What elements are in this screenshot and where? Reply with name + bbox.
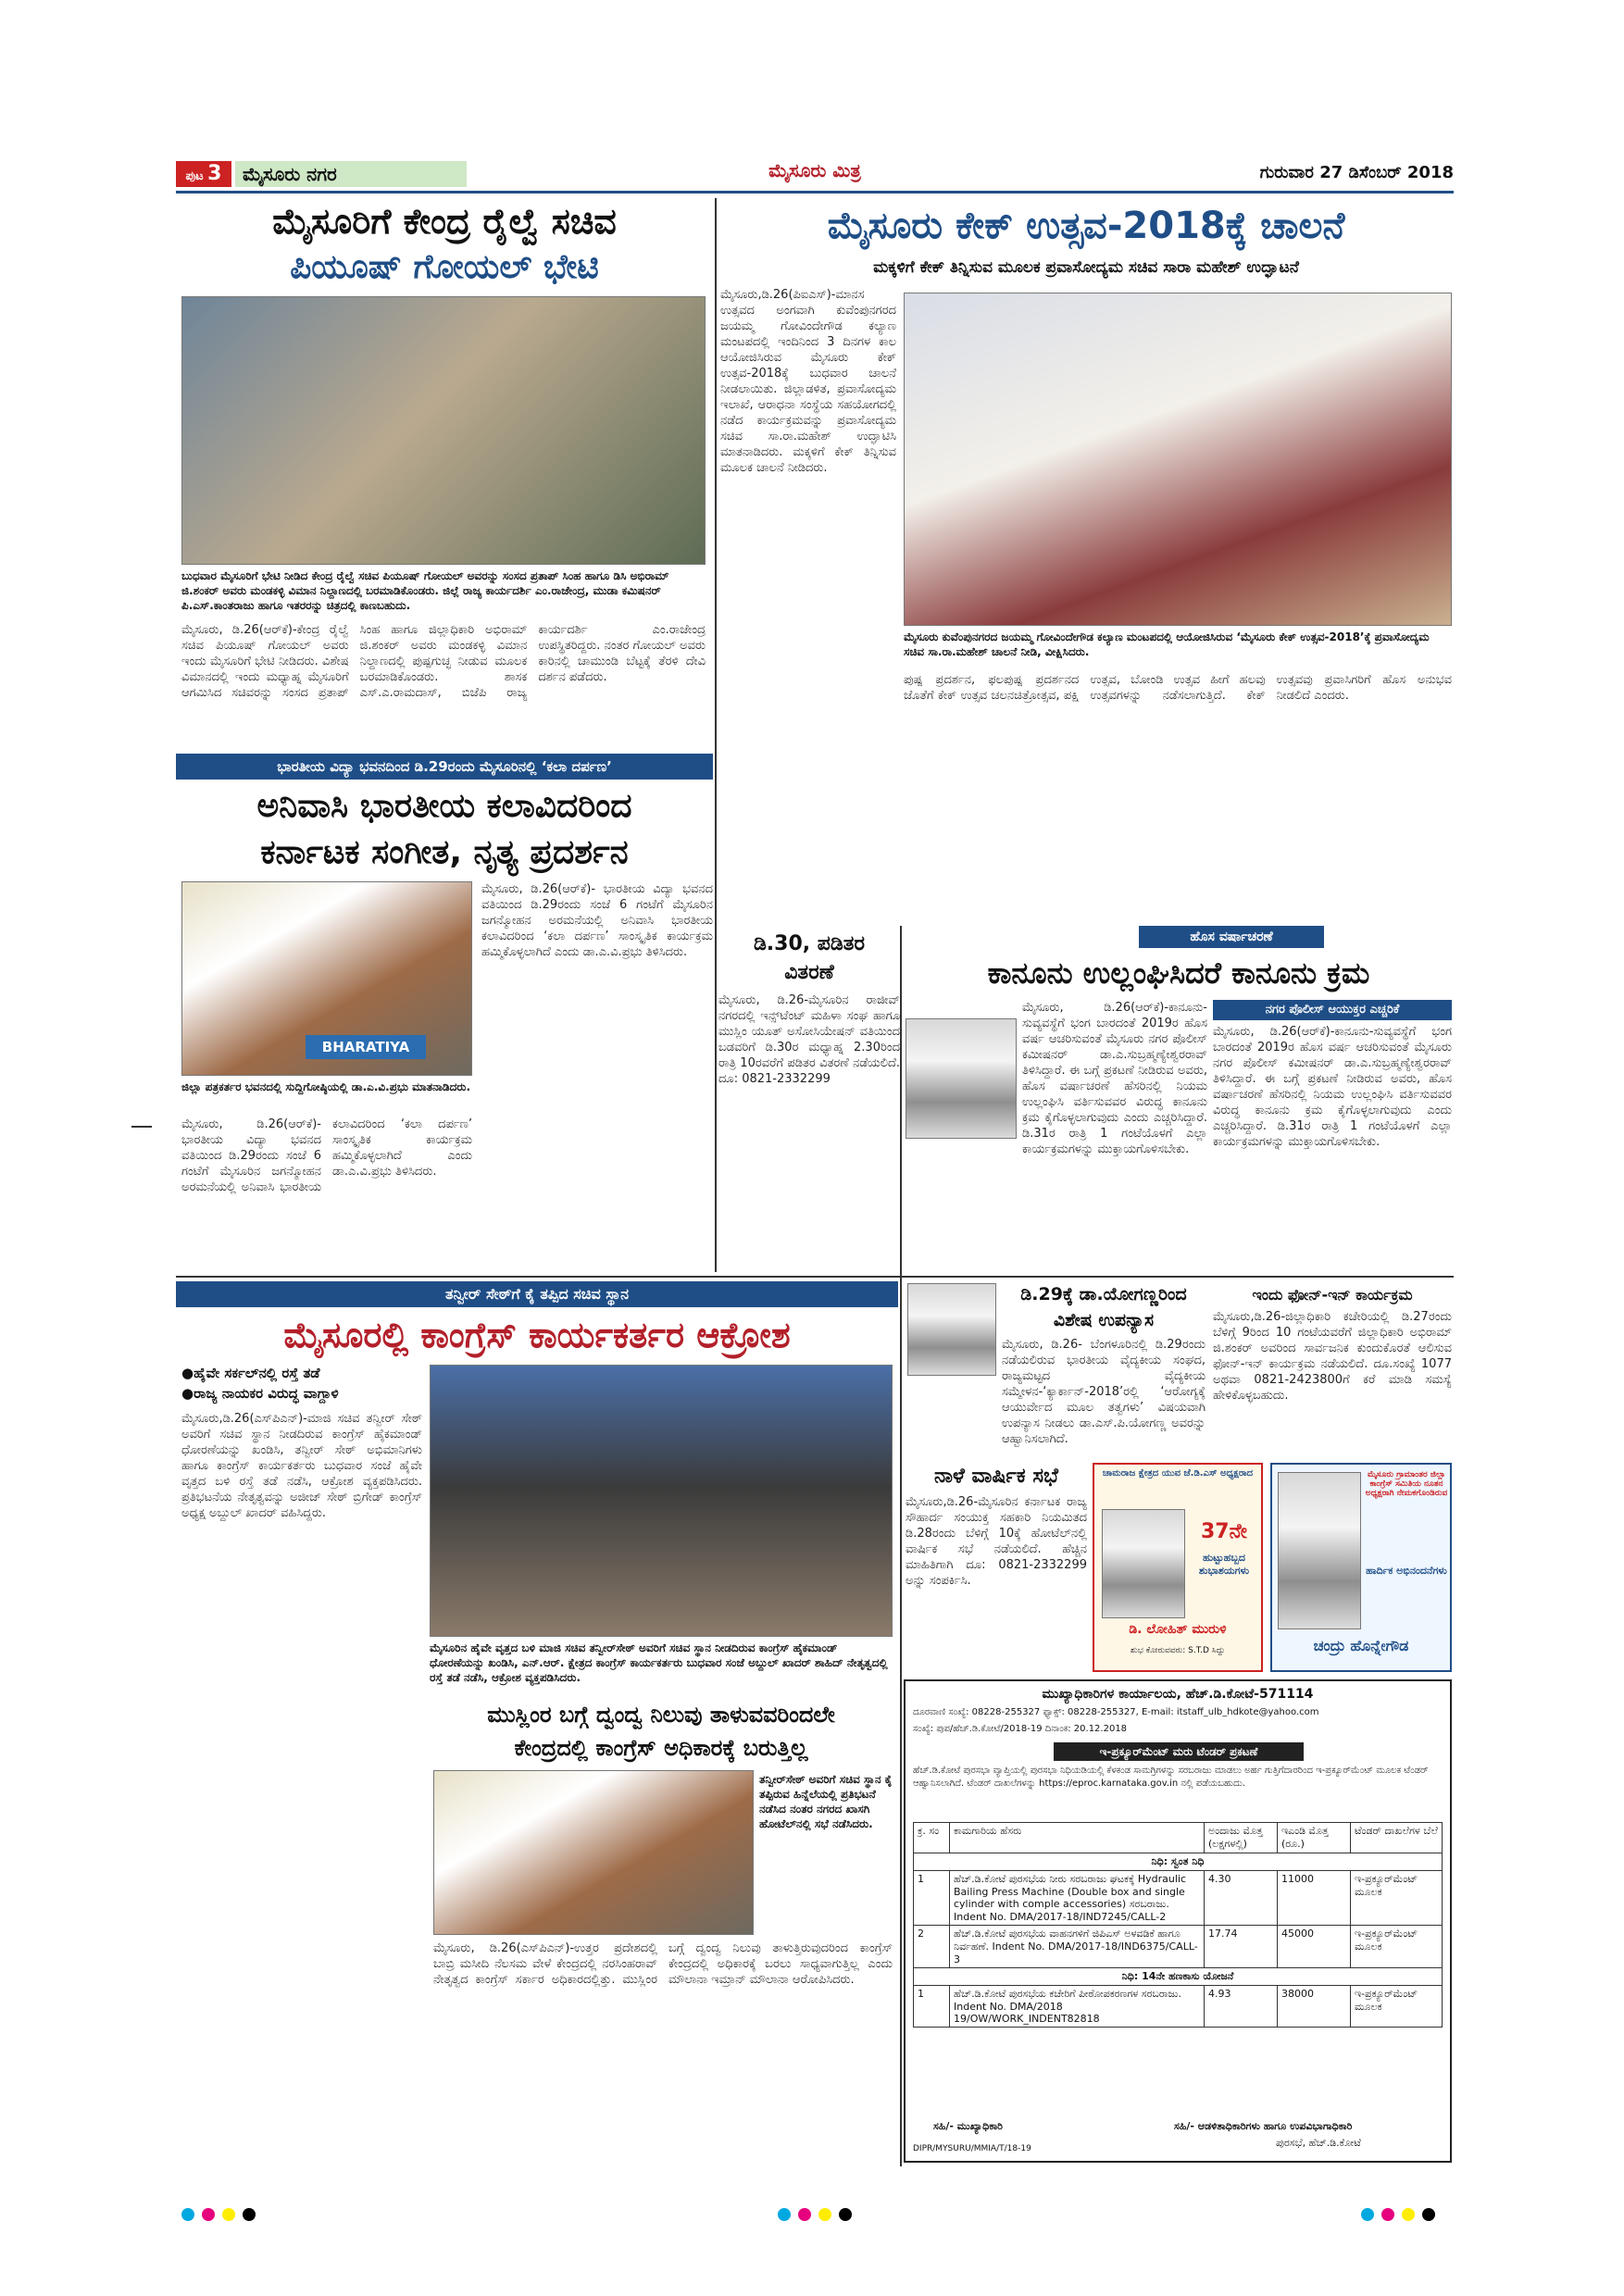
- birthday-ad: [1093, 1463, 1263, 1672]
- tender-sign-left: ಸಹಿ/- ಮುಖ್ಯಾಧಿಕಾರಿ: [933, 2120, 1003, 2132]
- page-number-tag: [176, 161, 231, 187]
- congratulations-ad: [1270, 1463, 1452, 1672]
- tender-title: ಇ-ಪ್ರಕ್ಯೂರ್‌ಮೆಂಟ್ ಮರು ಟೆಂಡರ್ ಪ್ರಕಟಣೆ: [1054, 1742, 1304, 1761]
- registration-dot: [181, 2208, 194, 2221]
- registration-dot: [1361, 2208, 1374, 2221]
- column-divider: [715, 198, 717, 1272]
- tender-col-emd: ಇಎಂಡಿ ಮೊತ್ತ (ರೂ.): [1278, 1823, 1351, 1853]
- story6-body: ಮೈಸೂರು,ಡಿ.26(ಎಸ್‌ಪಿಎನ್)-ಮಾಜಿ ಸಚಿವ ತನ್ವೀರ್ ಸೇಠ್ ಅವರಿಗೆ ಸಚಿವ ಸ್ಥಾನ ನೀಡದಿರುವ ಕಾಂಗ್ರೆಸ್ ಹೈಕಮಾಂಡ್ ಧೋರಣೆಯನ್ನು ಖಂಡಿಸಿ, ತನ್ವೀರ್ ಸೇಠ್ ಅಭಿಮಾನಿಗಳು ಹಾಗೂ ಕಾಂಗ್ರೆಸ್ ಕಾರ್ಯಕರ್ತರು ಬುಧವಾರ ಸಂಜೆ ಹೈವೇ ವೃತ್ತದ ಬಳಿ ರಸ್ತೆ ತಡೆ ನಡೆಸಿ, ಆಕ್ರೋಶ ವ್ಯಕ್ತಪಡಿಸಿದರು. ಪ್ರತಿಭಟನೆಯ ನೇತೃತ್ವವನ್ನು ಅಜೀಜ್ ಸೇಠ್ ಬ್ರಿಗೇಡ್ ಕಾಂಗ್ರೆಸ್ ಅಧ್ಯಕ್ಷ ಅಬ್ದುಲ್ ಖಾದರ್ ವಹಿಸಿದ್ದರು.: [181, 1412, 422, 1520]
- page-tag-label: ಪುಟ: [185, 169, 204, 183]
- registration-dot: [818, 2208, 831, 2221]
- birthday-ad-top: ಚಾಮರಾಜ ಕ್ಷೇತ್ರದ ಯುವ ಜೆ.ಡಿ.ಎಸ್ ಅಧ್ಯಕ್ಷರಾದ: [1102, 1468, 1254, 1479]
- registration-dot: [202, 2208, 215, 2221]
- tender-sign-right: ಸಹಿ/- ಆಡಳಿತಾಧಿಕಾರಿಗಳು ಹಾಗೂ ಉಪವಿಭಾಗಾಧಿಕಾರಿ: [1174, 2120, 1353, 2132]
- section-name: ಮೈಸೂರು ನಗರ: [235, 161, 467, 187]
- story8-headline-2: ವಿಶೇಷ ಉಪನ್ಯಾಸ: [1053, 1310, 1155, 1330]
- registration-marks-center: [778, 2207, 889, 2224]
- birthday-ad-name: ಡಿ. ಲೋಹಿತ್ ಮುರುಳಿ: [1129, 1622, 1227, 1637]
- tender-section-a: ನಿಧಿ: ಸ್ವಂತ ನಿಧಿ: [914, 1853, 1443, 1871]
- story5-body-continued: ಮೈಸೂರು, ಡಿ.26(ಆರ್‌ಕೆ)-ಕಾನೂನು-ಸುವ್ಯವಸ್ಥೆಗೆ ಭಂಗ ಬಾರದಂತೆ 2019ರ ಹೊಸ ವರ್ಷ ಆಚರಿಸುವಂತೆ ಮೈಸೂರು ನಗರ ಪೊಲೀಸ್ ಕಮೀಷನರ್ ಡಾ.ಎ.ಸುಬ್ರಹ್ಮಣ್ಯೇಶ್ವರರಾವ್ ತಿಳಿಸಿದ್ದಾರೆ. ಈ ಬಗ್ಗೆ ಪ್ರಕಟಣೆ ನೀಡಿರುವ ಅವರು, ಹೊಸ ವರ್ಷಾಚರಣೆ ಹೆಸರಿನಲ್ಲಿ ನಿಯಮ ಉಲ್ಲಂಘಿಸಿ ವರ್ತಿಸುವವರ ವಿರುದ್ಧ ಕಾನೂನು ಕ್ರಮ ಕೈಗೊಳ್ಳಲಾಗುವುದು ಎಂದು ಎಚ್ಚರಿಸಿದ್ದಾರೆ. ಡಿ.31ರ ರಾತ್ರಿ 1 ಗಂಟೆಯೊಳಗೆ ಎಲ್ಲಾ ಕಾರ್ಯಕ್ರಮಗಳನ್ನು ಮುಕ್ತಾಯಗೊಳಿಸಬೇಕು.: [1213, 1025, 1452, 1149]
- story2-headline: ಮೈಸೂರು ಕೇಕ್ ಉತ್ಸವ-2018ಕ್ಕೆ ಚಾಲನೆ: [827, 205, 1345, 247]
- story10-headline: ನಾಳೆ ವಾರ್ಷಿಕ ಸಭೆ: [934, 1465, 1058, 1488]
- tender-office: ಮುಖ್ಯಾಧಿಕಾರಿಗಳ ಕಾರ್ಯಾಲಯ, ಹೆಚ್.ಡಿ.ಕೋಟೆ-571114: [1042, 1687, 1314, 1702]
- story1-headline-1: ಮೈಸೂರಿಗೆ ಕೇಂದ್ರ ರೈಲ್ವೆ ಸಚಿವ: [272, 201, 617, 242]
- story3-body-continued: ಮೈಸೂರು, ಡಿ.26(ಆರ್‌ಕೆ)- ಭಾರತೀಯ ವಿದ್ಯಾ ಭವನದ ವತಿಯಿಂದ ಡಿ.29ರಂದು ಸಂಜೆ 6 ಗಂಟೆಗೆ ಮೈಸೂರಿನ ಜಗನ್ಮೋಹನ ಅರಮನೆಯಲ್ಲಿ ಅನಿವಾಸಿ ಭಾರತೀಯ ಕಲಾವಿದರಿಂದ ‘ಕಲಾ ದರ್ಪಣ’ ಸಾಂಸ್ಕೃತಿಕ ಕಾರ್ಯಕ್ರಮ ಹಮ್ಮಿಕೊಳ್ಳಲಾಗಿದೆ ಎಂದು ಡಾ.ಎ.ವಿ.ಪ್ರಭು ತಿಳಿಸಿದರು.: [181, 1117, 472, 1194]
- story1-body: ಮೈಸೂರು, ಡಿ.26(ಆರ್‌ಕೆ)-ಕೇಂದ್ರ ರೈಲ್ವೆ ಸಚಿವ ಪಿಯೂಷ್ ಗೋಯಲ್ ಅವರು ಇಂದು ಮೈಸೂರಿಗೆ ಭೇಟಿ ನೀಡಿದರು. ವಿಶೇಷ ವಿಮಾನದಲ್ಲಿ ಇಂದು ಮಧ್ಯಾಹ್ನ ಮೈಸೂರಿಗೆ ಆಗಮಿಸಿದ ಸಚಿವರನ್ನು ಸಂಸದ ಪ್ರತಾಪ್ ಸಿಂಹ ಹಾಗೂ ಜಿಲ್ಲಾಧಿಕಾರಿ ಅಭಿರಾಮ್ ಜಿ.ಶಂಕರ್ ಅವರು ಮಂಡಕಳ್ಳಿ ವಿಮಾನ ನಿಲ್ದಾಣದಲ್ಲಿ ಪುಷ್ಪಗುಚ್ಛ ನೀಡುವ ಮೂಲಕ ಬರಮಾಡಿಕೊಂಡರು. ಶಾಸಕ ಎಸ್.ಎ.ರಾಮದಾಸ್, ಬಿಜೆಪಿ ರಾಜ್ಯ ಕಾರ್ಯದರ್ಶಿ ಎಂ.ರಾಜೇಂದ್ರ ಉಪಸ್ಥಿತರಿದ್ದರು. ನಂತರ ಗೋಯಲ್ ಅವರು ಕಾರಿನಲ್ಲಿ ಚಾಮುಂಡಿ ಬೆಟ್ಟಕ್ಕೆ ತೆರಳಿ ದೇವಿ ದರ್ಶನ ಪಡೆದರು.: [181, 623, 706, 700]
- story5-headline: ಕಾನೂನು ಉಲ್ಲಂಘಿಸಿದರೆ ಕಾನೂನು ಕ್ರಮ: [987, 955, 1370, 991]
- tender-col-est: ಅಂದಾಜು ಮೊತ್ತ (ಲಕ್ಷಗಳಲ್ಲಿ): [1205, 1823, 1278, 1853]
- story5-photo: [906, 1018, 1017, 1139]
- story2-subhead: ಮಕ್ಕಳಿಗೆ ಕೇಕ್ ತಿನ್ನಿಸುವ ಮೂಲಕ ಪ್ರವಾಸೋದ್ಯಮ ಸಚಿವ ಸಾರಾ ಮಹೇಶ್ ಉದ್ಘಾಟನೆ: [873, 258, 1299, 277]
- registration-dot: [243, 2208, 256, 2221]
- story5-body: ಮೈಸೂರು, ಡಿ.26(ಆರ್‌ಕೆ)-ಕಾನೂನು-ಸುವ್ಯವಸ್ಥೆಗೆ ಭಂಗ ಬಾರದಂತೆ 2019ರ ಹೊಸ ವರ್ಷ ಆಚರಿಸುವಂತೆ ಮೈಸೂರು ನಗರ ಪೊಲೀಸ್ ಕಮೀಷನರ್ ಡಾ.ಎ.ಸುಬ್ರಹ್ಮಣ್ಯೇಶ್ವರರಾವ್ ತಿಳಿಸಿದ್ದಾರೆ. ಈ ಬಗ್ಗೆ ಪ್ರಕಟಣೆ ನೀಡಿರುವ ಅವರು, ಹೊಸ ವರ್ಷಾಚರಣೆ ಹೆಸರಿನಲ್ಲಿ ನಿಯಮ ಉಲ್ಲಂಘಿಸಿ ವರ್ತಿಸುವವರ ವಿರುದ್ಧ ಕಾನೂನು ಕ್ರಮ ಕೈಗೊಳ್ಳಲಾಗುವುದು ಎಂದು ಎಚ್ಚರಿಸಿದ್ದಾರೆ. ಡಿ.31ರ ರಾತ್ರಿ 1 ಗಂಟೆಯೊಳಗೆ ಎಲ್ಲಾ ಕಾರ್ಯಕ್ರಮಗಳನ್ನು ಮುಕ್ತಾಯಗೊಳಿಸಬೇಕು.: [1022, 1001, 1207, 1156]
- registration-marks-left: [181, 2207, 293, 2224]
- table-row: 1 ಹೆಚ್.ಡಿ.ಕೋಟೆ ಪುರಸಭೆಯ ನೀರು ಸರಬರಾಜು ಘಟಕಕ್ಕೆ Hydraulic Bailing Press Machine (Double box and single cylinder with comple accessories) ಸರಬರಾಜು. Indent No. DMA/2017-18/IND7245/CALL-2 4.30 11000 ಇ-ಪ್ರಕ್ಯೂರ್‌ಮೆಂಟ್ ಮೂಲಕ: [914, 1871, 1443, 1926]
- registration-dot: [1402, 2208, 1415, 2221]
- tender-table-header: [914, 1823, 1443, 1853]
- registration-dot: [839, 2208, 852, 2221]
- story2-caption: ಮೈಸೂರು ಕುವೆಂಪುನಗರದ ಜಯಮ್ಮ ಗೋವಿಂದೇಗೌಡ ಕಲ್ಯಾಣ ಮಂಟಪದಲ್ಲಿ ಆಯೋಜಿಸಿರುವ ‘ಮೈಸೂರು ಕೇಕ್ ಉತ್ಸವ-2018’ಕ್ಕೆ ಪ್ರವಾಸೋದ್ಯಮ ಸಚಿವ ಸಾ.ರಾ.ಮಹೇಶ್ ಚಾಲನೆ ನೀಡಿ, ವೀಕ್ಷಿಸಿದರು.: [904, 630, 1430, 658]
- story3-headline-2: ಕರ್ನಾಟಕ ಸಂಗೀತ, ನೃತ್ಯ ಪ್ರದರ್ಶನ: [260, 833, 629, 871]
- issue-date: ಗುರುವಾರ 27 ಡಿಸೆಂಬರ್ 2018: [1259, 163, 1454, 182]
- story5-side-kicker: ನಗರ ಪೊಲೀಸ್ ಆಯುಕ್ತರ ಎಚ್ಚರಿಕೆ: [1213, 1000, 1452, 1020]
- tender-notice: [904, 1679, 1452, 2163]
- story7-side-caption: ತನ್ವೀರ್‌ಸೇಠ್ ಅವರಿಗೆ ಸಚಿವ ಸ್ಥಾನ ಕೈ ತಪ್ಪಿರುವ ಹಿನ್ನೆಲೆಯಲ್ಲಿ ಪ್ರತಿಭಟನೆ ನಡೆಸಿದ ನಂತರ ನಗರದ ಖಾಸಗಿ ಹೋಟೆಲ್‌ನಲ್ಲಿ ಸಭೆ ನಡೆಸಿದರು.: [759, 1773, 893, 1830]
- header-rule: [176, 191, 1454, 193]
- masthead: ಮೈಸೂರು ಮಿತ್ರ: [768, 159, 861, 181]
- story7-body: ಮೈಸೂರು, ಡಿ.26(ಎಸ್‌ಪಿಎನ್)-ಉತ್ತರ ಪ್ರದೇಶದಲ್ಲಿ ಬಾಬ್ರಿ ಮಸೀದಿ ನೆಲಸಮ ವೇಳೆ ಕೇಂದ್ರದಲ್ಲಿ ನರಸಿಂಹರಾವ್ ನೇತೃತ್ವದ ಕಾಂಗ್ರೆಸ್ ಸರ್ಕಾರ ಅಧಿಕಾರದಲ್ಲಿತ್ತು. ಮುಸ್ಲಿಂರ ಬಗ್ಗೆ ದ್ವಂದ್ವ ನಿಲುವು ತಾಳುತ್ತಿರುವುದರಿಂದ ಕಾಂಗ್ರೆಸ್ ಕೇಂದ್ರದಲ್ಲಿ ಅಧಿಕಾರಕ್ಕೆ ಬರಲು ಸಾಧ್ಯವಾಗುತ್ತಿಲ್ಲ ಎಂದು ಮೌಲಾನಾ ಇಮ್ರಾನ್ ಮೌಲಾನಾ ಆರೋಪಿಸಿದರು.: [433, 1941, 893, 1987]
- story2-photo: [904, 293, 1452, 626]
- story3-photo-banner: BHARATIYA: [306, 1035, 426, 1059]
- story7-photo: [433, 1770, 754, 1935]
- story4-headline-1: ಡಿ.30, ಪಡಿತರ: [753, 932, 866, 955]
- story9-headline: ಇಂದು ಫೋನ್-ಇನ್ ಕಾರ್ಯಕ್ರಮ: [1252, 1286, 1413, 1304]
- congratulations-ad-name: ಚಂದ್ರು ಹೊನ್ನೇಗೌಡ: [1313, 1637, 1409, 1654]
- congratulations-ad-photo: [1278, 1472, 1361, 1629]
- page-header: [176, 157, 1454, 191]
- tender-col-no: ಕ್ರ. ಸಂ: [914, 1823, 950, 1853]
- birthday-ad-age: 37ನೇ: [1200, 1520, 1248, 1543]
- story6-caption: ಮೈಸೂರಿನ ಹೈವೇ ವೃತ್ತದ ಬಳಿ ಮಾಜಿ ಸಚಿವ ತನ್ವೀರ್‌ಸೇಠ್ ಅವರಿಗೆ ಸಚಿವ ಸ್ಥಾನ ನೀಡದಿರುವ ಕಾಂಗ್ರೆಸ್ ಹೈಕಮಾಂಡ್ ಧೋರಣೆಯನ್ನು ಖಂಡಿಸಿ, ಎನ್.ಆರ್. ಕ್ಷೇತ್ರದ ಕಾಂಗ್ರೆಸ್ ಕಾರ್ಯಕರ್ತರು ಬುಧವಾರ ಸಂಜೆ ಅಬ್ದುಲ್ ಖಾದರ್ ಶಾಹಿದ್ ನೇತೃತ್ವದಲ್ಲಿ ರಸ್ತೆ ತಡೆ ನಡೆಸಿ, ಆಕ್ರೋಶ ವ್ಯಕ್ತಪಡಿಸಿದರು.: [430, 1641, 888, 1684]
- registration-dot: [222, 2208, 235, 2221]
- story8-photo: [907, 1283, 996, 1376]
- tender-footer-code: DIPR/MYSURU/MMIA/T/18-19: [913, 2144, 1031, 2153]
- story3-kicker: ಭಾರತೀಯ ವಿದ್ಯಾ ಭವನದಿಂದ ಡಿ.29ರಂದು ಮೈಸೂರಿನಲ್ಲಿ ‘ಕಲಾ ದರ್ಪಣ’: [176, 754, 713, 780]
- registration-dot: [1381, 2208, 1394, 2221]
- tender-contact: ದೂರವಾಣಿ ಸಂಖ್ಯೆ: 08228-255327 ಫ್ಯಾಕ್ಸ್: 08228-255327, E-mail: itstaff_ulb_hdkote@yahoo.com: [913, 1707, 1319, 1717]
- tender-section-b: ನಿಧಿ: 14ನೇ ಹಣಕಾಸು ಯೋಜನೆ: [914, 1968, 1443, 1986]
- tender-col-name: ಕಾಮಗಾರಿಯ ಹೆಸರು: [950, 1823, 1205, 1853]
- table-row: 1 ಹೆಚ್.ಡಿ.ಕೋಟೆ ಪುರಸಭೆಯ ಕಚೇರಿಗೆ ಪೀಠೋಪಕರಣಗಳ ಸರಬರಾಜು. Indent No. DMA/2018 19/OW/WORK_INDENT82818 4.93 38000 ಇ-ಪ್ರಕ್ಯೂರ್‌ಮೆಂಟ್ ಮೂಲಕ: [914, 1986, 1443, 2028]
- tender-intro: ಹೆಚ್.ಡಿ.ಕೋಟೆ ಪುರಸಭಾ ವ್ಯಾಪ್ತಿಯಲ್ಲಿ ಪುರಸಭಾ ನಿಧಿಯಡಿಯಲ್ಲಿ ಕೆಳಕಂಡ ಸಾಮಗ್ರಿಗಳನ್ನು ಸರಬರಾಜು ಮಾಡಲು ಅರ್ಹ ಗುತ್ತಿಗೆದಾರರಿಂದ ಇ-ಪ್ರಕ್ಯೂರ್‌ಮೆಂಟ್ ಮೂಲಕ ಟೆಂಡರ್ ಆಹ್ವಾನಿಸಲಾಗಿದೆ. ಟೆಂಡರ್ ದಾಖಲೆಗಳನ್ನು https://eproc.karnataka.gov.in ನಲ್ಲಿ ಪಡೆಯಬಹುದು.: [913, 1766, 1429, 1789]
- story6-bullet-1: ●ಹೈವೇ ಸರ್ಕಲ್‌ನಲ್ಲಿ ರಸ್ತೆ ತಡೆ: [181, 1365, 320, 1381]
- registration-dot: [1422, 2208, 1435, 2221]
- tender-ref: ಸಂಖ್ಯೆ: ಪುಪ/ಹೆಚ್.ಡಿ.ಕೋಟೆ/2018-19 ದಿನಾಂಕ: 20.12.2018: [913, 1724, 1128, 1734]
- story3-caption: ಜಿಲ್ಲಾ ಪತ್ರಕರ್ತರ ಭವನದಲ್ಲಿ ಸುದ್ದಿಗೋಷ್ಠಿಯಲ್ಲಿ ಡಾ.ಎ.ವಿ.ಪ್ರಭು ಮಾತನಾಡಿದರು.: [181, 1080, 471, 1093]
- story1-headline-2: ಪಿಯೂಷ್ ಗೋಯಲ್ ಭೇಟಿ: [290, 248, 599, 286]
- row-divider: [176, 1276, 1454, 1278]
- birthday-ad-from: ಶುಭ ಕೋರುವವರು: S.T.D ಸಿದ್ದು: [1130, 1646, 1226, 1655]
- story4-headline-2: ವಿತರಣೆ: [784, 961, 834, 984]
- story1-caption: ಬುಧವಾರ ಮೈಸೂರಿಗೆ ಭೇಟಿ ನೀಡಿದ ಕೇಂದ್ರ ರೈಲ್ವೆ ಸಚಿವ ಪಿಯೂಷ್ ಗೋಯಲ್ ಅವರನ್ನು ಸಂಸದ ಪ್ರತಾಪ್ ಸಿಂಹ ಹಾಗೂ ಡಿಸಿ ಅಭಿರಾಮ್ ಜಿ.ಶಂಕರ್ ಅವರು ಮಂಡಕಳ್ಳಿ ವಿಮಾನ ನಿಲ್ದಾಣದಲ್ಲಿ ಬರಮಾಡಿಕೊಂಡರು. ಜಿಲ್ಲೆ ರಾಜ್ಯ ಕಾರ್ಯದರ್ಶಿ ಎಂ.ರಾಜೇಂದ್ರ, ಮುಡಾ ಕಮಿಷನರ್ ಪಿ.ಎಸ್.ಕಾಂತರಾಜು ಹಾಗೂ ಇತರರನ್ನು ಚಿತ್ರದಲ್ಲಿ ಕಾಣಬಹುದು.: [181, 569, 669, 612]
- story4-body: ಮೈಸೂರು, ಡಿ.26-ಮೈಸೂರಿನ ರಾಜೀವ್ ನಗರದಲ್ಲಿ ಇನ್ಸ್‌ಟೆಂಟ್ ಮಹಿಳಾ ಸಂಘ ಹಾಗೂ ಮುಸ್ಲಿಂ ಯೂತ್ ಅಸೋಸಿಯೇಷನ್ ವತಿಯಿಂದ ಬಡವರಿಗೆ ಡಿ.30ರ ಮಧ್ಯಾಹ್ನ 2.30ರಿಂದ ರಾತ್ರಿ 10ರವರೆಗೆ ಪಡಿತರ ವಿತರಣೆ ನಡೆಯಲಿದೆ. ದೂ: 0821-2332299: [718, 993, 900, 1086]
- tender-table: [913, 1822, 1443, 2028]
- story2-body-2: ಪುಷ್ಪ ಪ್ರದರ್ಶನ, ಫಲಪುಷ್ಪ ಪ್ರದರ್ಶನದ ಜೊತೆಗೆ ಕೇಕ್ ಉತ್ಸವ ಚಲನಚಿತ್ರೋತ್ಸವ, ಪಕ್ಷಿ ಉತ್ಸವ, ಬೋಂಡಿ ಉತ್ಸವ ಹೀಗೆ ಹಲವು ಉತ್ಸವಗಳನ್ನು ನಡೆಸಲಾಗುತ್ತಿದೆ. ಕೇಕ್ ಉತ್ಸವವು ಪ್ರವಾಸಿಗರಿಗೆ ಹೊಸ ಅನುಭವ ನೀಡಲಿದೆ ಎಂದರು.: [904, 673, 1452, 703]
- story3-body: ಮೈಸೂರು, ಡಿ.26(ಆರ್‌ಕೆ)- ಭಾರತೀಯ ವಿದ್ಯಾ ಭವನದ ವತಿಯಿಂದ ಡಿ.29ರಂದು ಸಂಜೆ 6 ಗಂಟೆಗೆ ಮೈಸೂರಿನ ಜಗನ್ಮೋಹನ ಅರಮನೆಯಲ್ಲಿ ಅನಿವಾಸಿ ಭಾರತೀಯ ಕಲಾವಿದರಿಂದ ‘ಕಲಾ ದರ್ಪಣ’ ಸಾಂಸ್ಕೃತಿಕ ಕಾರ್ಯಕ್ರಮ ಹಮ್ಮಿಕೊಳ್ಳಲಾಗಿದೆ ಎಂದು ಡಾ.ಎ.ವಿ.ಪ್ರಭು ತಿಳಿಸಿದರು.: [481, 882, 713, 959]
- table-row: 2 ಹೆಚ್.ಡಿ.ಕೋಟೆ ಪುರಸಭೆಯ ವಾಹನಗಳಿಗೆ ಜಿಪಿಎಸ್ ಅಳವಡಿಕೆ ಹಾಗೂ ನಿರ್ವಹಣೆ. Indent No. DMA/2017-18/IND6375/CALL-3 17.74 45000 ಇ-ಪ್ರಕ್ಯೂರ್‌ಮೆಂಟ್ ಮೂಲಕ: [914, 1926, 1443, 1968]
- registration-dot: [778, 2208, 791, 2221]
- story2-body: ಮೈಸೂರು,ಡಿ.26(ಪಿಐಎಸ್)-ಮಾನಸ ಉತ್ಸವದ ಅಂಗವಾಗಿ ಕುವೆಂಪುನಗರದ ಜಯಮ್ಮ ಗೋವಿಂದೇಗೌಡ ಕಲ್ಯಾಣ ಮಂಟಪದಲ್ಲಿ ಇಂದಿನಿಂದ 3 ದಿನಗಳ ಕಾಲ ಆಯೋಜಿಸಿರುವ ಮೈಸೂರು ಕೇಕ್ ಉತ್ಸವ-2018ಕ್ಕೆ ಬುಧವಾರ ಚಾಲನೆ ನೀಡಲಾಯಿತು. ಜಿಲ್ಲಾಡಳಿತ, ಪ್ರವಾಸೋದ್ಯಮ ಇಲಾಖೆ, ಆರಾಧನಾ ಸಂಸ್ಥೆಯ ಸಹಯೋಗದಲ್ಲಿ ನಡೆದ ಕಾರ್ಯಕ್ರಮವನ್ನು ಪ್ರವಾಸೋದ್ಯಮ ಸಚಿವ ಸಾ.ರಾ.ಮಹೇಶ್ ಉದ್ಘಾಟಿಸಿ ಮಾತನಾಡಿದರು. ಮಕ್ಕಳಿಗೆ ಕೇಕ್ ತಿನ್ನಿಸುವ ಮೂಲಕ ಚಾಲನೆ ನೀಡಿದರು.: [720, 288, 896, 475]
- story6-kicker: ತನ್ವೀರ್ ಸೇಠ್‌ಗೆ ಕೈ ತಪ್ಪಿದ ಸಚಿವ ಸ್ಥಾನ: [176, 1281, 898, 1307]
- story6-headline: ಮೈಸೂರಲ್ಲಿ ಕಾಂಗ್ರೆಸ್ ಕಾರ್ಯಕರ್ತರ ಆಕ್ರೋಶ: [283, 1315, 791, 1355]
- page-number: 3: [207, 162, 222, 185]
- story9-body: ಮೈಸೂರು,ಡಿ.26-ಜಿಲ್ಲಾಧಿಕಾರಿ ಕಚೇರಿಯಲ್ಲಿ ಡಿ.27ರಂದು ಬೆಳಿಗ್ಗೆ 9ರಿಂದ 10 ಗಂಟೆಯವರೆಗೆ ಜಿಲ್ಲಾಧಿಕಾರಿ ಅಭಿರಾಮ್ ಜಿ.ಶಂಕರ್ ಅವರಿಂದ ಸಾರ್ವಜನಿಕ ಕುಂದುಕೊರತೆ ಆಲಿಸುವ ಫೋನ್-ಇನ್ ಕಾರ್ಯಕ್ರಮ ನಡೆಯಲಿದೆ. ದೂ.ಸಂಖ್ಯೆ 1077 ಅಥವಾ 0821-2423800ಗೆ ಕರೆ ಮಾಡಿ ಸಮಸ್ಯೆ ಹೇಳಿಕೊಳ್ಳಬಹುದು.: [1213, 1310, 1452, 1403]
- story7-headline-1: ಮುಸ್ಲಿಂರ ಬಗ್ಗೆ ದ್ವಂದ್ವ ನಿಲುವು ತಾಳುವವರಿಂದಲೇ: [487, 1702, 835, 1728]
- column-divider: [900, 926, 902, 2166]
- story7-headline-2: ಕೇಂದ್ರದಲ್ಲಿ ಕಾಂಗ್ರೆಸ್ ಅಧಿಕಾರಕ್ಕೆ ಬರುತ್ತಿಲ್ಲ: [514, 1735, 808, 1761]
- story6-bullet-2: ●ರಾಜ್ಯ ನಾಯಕರ ವಿರುದ್ಧ ವಾಗ್ದಾಳಿ: [181, 1385, 339, 1402]
- birthday-ad-wish: ಹುಟ್ಟುಹಬ್ಬದ ಶುಭಾಶಯಗಳು: [1198, 1552, 1250, 1577]
- story5-kicker: ಹೊಸ ವರ್ಷಾಚರಣೆ: [1139, 926, 1324, 948]
- story3-headline-1: ಅನಿವಾಸಿ ಭಾರತೀಯ ಕಲಾವಿದರಿಂದ: [256, 787, 632, 825]
- congratulations-ad-wish: ಹಾರ್ದಿಕ ಅಭಿನಂದನೆಗಳು: [1366, 1565, 1447, 1577]
- tender-sign-place: ಪುರಸಭೆ, ಹೆಚ್.ಡಿ.ಕೋಟೆ: [1276, 2137, 1361, 2149]
- birthday-ad-photo: [1102, 1509, 1185, 1618]
- registration-dot: [798, 2208, 811, 2221]
- margin-tick: [131, 1126, 152, 1128]
- registration-marks-right: [1361, 2207, 1472, 2224]
- story6-photo: [430, 1365, 893, 1637]
- story1-photo: [181, 296, 706, 565]
- story8-headline-1: ಡಿ.29ಕ್ಕೆ ಡಾ.ಯೋಗಣ್ಣರಿಂದ: [1020, 1284, 1187, 1304]
- tender-col-fee: ಟೆಂಡರ್ ದಾಖಲೆಗಳ ಬೆಲೆ: [1351, 1823, 1443, 1853]
- congratulations-ad-top: ಮೈಸೂರು ಗ್ರಾಮಾಂತರ ಜಿಲ್ಲಾ ಕಾಂಗ್ರೆಸ್ ಸಮಿತಿಯ ನೂತನ ಅಧ್ಯಕ್ಷರಾಗಿ ನೇಮಕಗೊಂಡಿರುವ: [1365, 1470, 1448, 1498]
- story10-body: ಮೈಸೂರು,ಡಿ.26-ಮೈಸೂರಿನ ಕರ್ನಾಟಕ ರಾಜ್ಯ ಸೌಹಾರ್ದ ಸಂಯುಕ್ತ ಸಹಕಾರಿ ನಿಯಮಿತದ ಡಿ.28ರಂದು ಬೆಳಿಗ್ಗೆ 10ಕ್ಕೆ ಹೋಟೆಲ್‌ನಲ್ಲಿ ವಾರ್ಷಿಕ ಸಭೆ ನಡೆಯಲಿದೆ. ಹೆಚ್ಚಿನ ಮಾಹಿತಿಗಾಗಿ ದೂ: 0821-2332299 ಅನ್ನು ಸಂಪರ್ಕಿಸಿ.: [906, 1495, 1087, 1588]
- story8-body: ಮೈಸೂರು, ಡಿ.26- ಬೆಂಗಳೂರಿನಲ್ಲಿ ಡಿ.29ರಂದು ನಡೆಯಲಿರುವ ಭಾರತೀಯ ವೈದ್ಯಕೀಯ ಸಂಘದ, ರಾಜ್ಯಮಟ್ಟದ ವೈದ್ಯಕೀಯ ಸಮ್ಮೇಳನ-‘ಕ್ಯಾರ್ಕಾನ್-2018’ರಲ್ಲಿ ‘ಆರೋಗ್ಯಕ್ಕೆ ಆಯುರ್ವೇದ ಮೂಲ ತತ್ವಗಳು’ ವಿಷಯವಾಗಿ ಉಪನ್ಯಾಸ ನೀಡಲು ಡಾ.ಎಸ್.ಪಿ.ಯೋಗಣ್ಣ ಅವರನ್ನು ಆಹ್ವಾನಿಸಲಾಗಿದೆ.: [1002, 1338, 1206, 1446]
